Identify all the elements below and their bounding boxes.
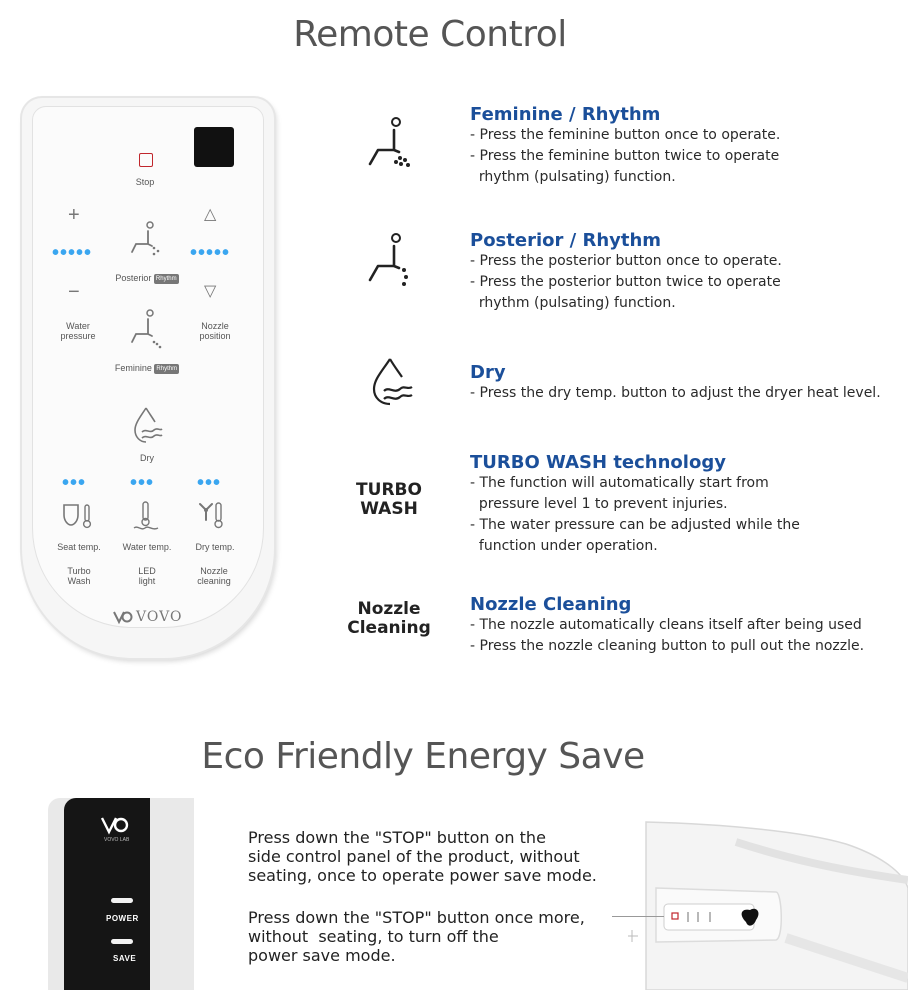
feature-line: - The nozzle automatically cleans itself after being used	[470, 617, 862, 633]
feature-turbo-wash	[470, 452, 800, 557]
dry-icon	[368, 356, 418, 410]
feature-line: - Press the dry temp. button to adjust the dryer heat level.	[470, 385, 881, 401]
posterior-button-icon[interactable]	[128, 220, 164, 258]
feature-dry	[470, 362, 881, 404]
position-level-dots: •••••	[190, 242, 231, 264]
seat-temp-label: Seat temp.	[57, 542, 101, 552]
dry-button-icon[interactable]	[130, 406, 166, 446]
power-indicator	[111, 898, 133, 903]
plus-button[interactable]: +	[68, 204, 80, 226]
turbo-wash-icon-text: TURBO WASH	[356, 480, 422, 519]
logo-subtext: VOVO LAB	[104, 837, 130, 843]
power-button[interactable]: POWER	[106, 914, 139, 923]
dry-label: Dry	[140, 453, 154, 463]
dry-temp-label: Dry temp.	[195, 542, 235, 552]
feminine-label	[108, 363, 186, 374]
feminine-text: Feminine	[114, 363, 152, 373]
feature-line: - Press the nozzle cleaning button to pull out the nozzle.	[470, 638, 865, 654]
feature-line: function under operation.	[470, 538, 658, 554]
down-button[interactable]: ▽	[204, 283, 217, 300]
turbo-wash-button[interactable]: Turbo Wash	[67, 566, 91, 586]
stop-button[interactable]	[139, 153, 153, 167]
feature-line: - Press the posterior button twice to operate	[470, 274, 781, 290]
feminine-button-icon[interactable]	[128, 308, 164, 352]
callout-line	[612, 916, 664, 917]
minus-button[interactable]: −	[68, 281, 80, 303]
feature-title: Feminine / Rhythm	[470, 104, 661, 125]
feature-line: rhythm (pulsating) function.	[470, 295, 676, 311]
nozzle-cleaning-icon-text: Nozzle Cleaning	[347, 599, 431, 638]
feature-title: TURBO WASH technology	[470, 452, 726, 473]
feature-posterior	[470, 230, 782, 314]
up-button[interactable]: △	[204, 206, 217, 223]
eco-paragraph-2: Press down the "STOP" button once more, without seating, to turn off the power save mode.	[248, 908, 585, 965]
nozzle-position-label: Nozzle position	[199, 321, 231, 341]
posterior-label	[108, 273, 186, 284]
feature-line: rhythm (pulsating) function.	[470, 169, 676, 185]
toilet-side-panel-image	[606, 818, 908, 990]
remote-display	[194, 127, 234, 167]
led-light-button[interactable]: LED light	[138, 566, 156, 586]
dry-temp-dots: •••	[197, 472, 222, 494]
rhythm-tag: Rhythm	[155, 275, 177, 282]
water-temp-icon[interactable]	[132, 500, 160, 532]
vovo-logo-icon	[100, 814, 130, 836]
feature-line: - Press the posterior button once to operate.	[470, 253, 782, 269]
water-temp-label: Water temp.	[122, 542, 172, 552]
feature-line: - Press the feminine button once to operate.	[470, 127, 781, 143]
posterior-icon	[366, 232, 414, 290]
save-button[interactable]: SAVE	[113, 954, 137, 963]
water-temp-dots: •••	[130, 472, 155, 494]
dry-temp-icon[interactable]	[198, 500, 228, 532]
save-indicator	[111, 939, 133, 944]
posterior-text: Posterior	[115, 273, 152, 283]
feature-line: pressure level 1 to prevent injuries.	[470, 496, 728, 512]
feature-line: - The function will automatically start from	[470, 475, 769, 491]
feature-feminine	[470, 104, 780, 188]
pressure-level-dots: •••••	[52, 242, 93, 264]
rhythm-tag: Rhythm	[156, 365, 178, 372]
feature-title: Dry	[470, 362, 506, 383]
vovo-logo-icon	[112, 609, 134, 625]
eco-paragraph-1: Press down the "STOP" button on the side control panel of the product, without seating, once to operate power save mode.	[248, 828, 597, 885]
seat-temp-icon[interactable]	[60, 502, 94, 530]
feature-line: - The water pressure can be adjusted while the	[470, 517, 800, 533]
section-title-remote-control: Remote Control	[293, 14, 567, 55]
water-pressure-label: Water pressure	[60, 321, 96, 341]
stop-label: Stop	[135, 177, 155, 187]
nozzle-cleaning-button[interactable]: Nozzle cleaning	[197, 566, 231, 586]
feature-title: Nozzle Cleaning	[470, 594, 632, 615]
section-title-eco: Eco Friendly Energy Save	[201, 736, 645, 777]
feature-line: - Press the feminine button twice to operate	[470, 148, 780, 164]
feminine-icon	[366, 116, 414, 172]
feature-title: Posterior / Rhythm	[470, 230, 662, 251]
seat-temp-dots: •••	[62, 472, 87, 494]
feature-nozzle-cleaning	[470, 594, 864, 657]
remote-brand: VOVO	[136, 609, 183, 625]
